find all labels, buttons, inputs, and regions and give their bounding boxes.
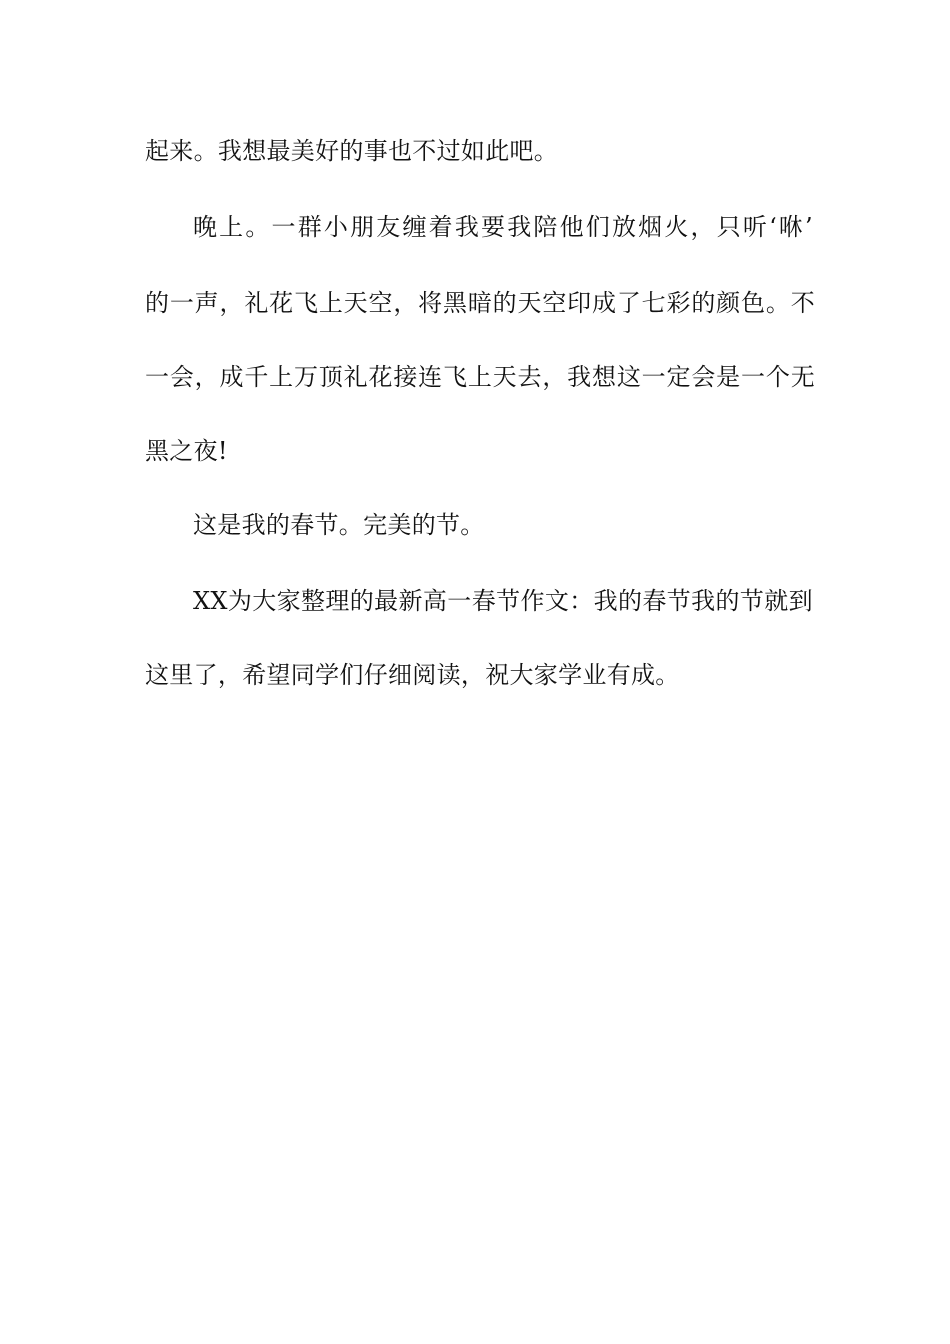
text-line-3: 的一声，礼花飞上天空，将黑暗的天空印成了七彩的颜色。不 [145,289,815,317]
text-line-4: 一会，成千上万顶礼花接连飞上天去，我想这一定会是一个无 [145,363,815,391]
text-line-2: 晚上。一群小朋友缠着我要我陪他们放烟火，只听‘咻’ [193,213,813,241]
text-line-1: 起来。我想最美好的事也不过如此吧。 [145,137,559,165]
text-line-7: XX为大家整理的最新高一春节作文：我的春节我的节就到 [193,587,813,615]
text-line-8: 这里了，希望同学们仔细阅读，祝大家学业有成。 [145,661,680,689]
text-line-6: 这是我的春节。完美的节。 [193,511,485,539]
text-line-5: 黑之夜! [145,437,228,465]
